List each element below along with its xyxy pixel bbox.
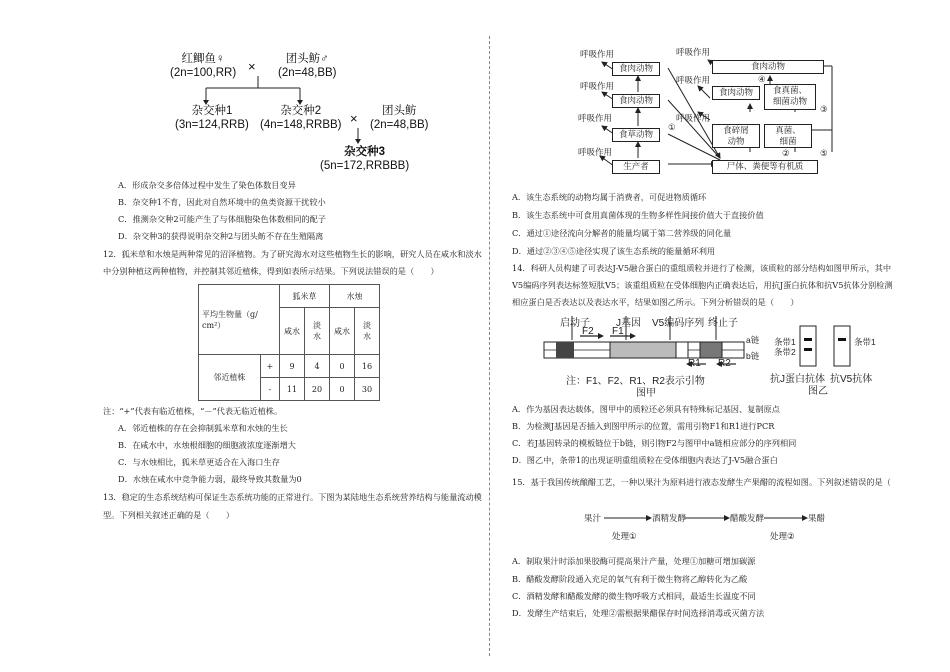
table-cell: 30 <box>355 378 380 401</box>
q13-stem-line-1: 13．稳定的生态系统结构可保证生态系统功能的正常进行。下图为某陆地生态系统营养结构与能量流动模 <box>103 492 482 502</box>
promoter-label: 启动子 <box>560 318 590 329</box>
primer-note: 注：F1、F2、R1、R2表示引物 <box>566 376 705 387</box>
q14-stem-line-1: 14．科研人员构建了可表达J-V5融合蛋白的重组质粒并进行了检测，该质粒的部分结构如图甲所示，其中 <box>512 263 892 273</box>
col-group-cattail: 水烛 <box>330 285 380 308</box>
table-cell: 20 <box>305 378 330 401</box>
sub-fresh-1-a: 淡 <box>313 321 321 330</box>
male-2 <box>370 104 429 132</box>
row-minus-label: - <box>260 378 279 401</box>
sub-salt-1: 咸水 <box>280 308 305 355</box>
primer-f1-label: F1 <box>612 326 624 337</box>
q13-stem-line-2: 型。下列相关叙述正确的是（ ） <box>103 510 235 520</box>
q13-option-c: C．通过①途径流向分解者的能量均属于第二营养级的同化量 <box>512 228 732 238</box>
q13-option-b: B．该生态系统中可食用真菌体现的生物多样性间接价值大于直接价值 <box>512 210 764 220</box>
table-cell: 0 <box>330 355 355 378</box>
hybrid-2-genome: (4n=148,RRBB) <box>260 119 342 131</box>
anti-v5-label: 抗V5抗体 <box>830 374 873 385</box>
table-corner <box>199 285 280 355</box>
parent-female-genome: (2n=100,RR) <box>170 67 237 79</box>
fig-b-caption: 图乙 <box>808 386 828 397</box>
flow-vinegar: 果醋 <box>808 513 826 523</box>
q15-option-d: D．发酵生产结束后，处理②需根据果醋保存时间选择消毒或灭菌方法 <box>512 608 765 618</box>
cross-symbol-2: × <box>350 111 358 126</box>
band-2-label: 条带2 <box>774 347 796 357</box>
q14-option-b: B．为检测J基因是否插入到图甲所示的位置，需用引物F1和R1进行PCR <box>512 421 775 431</box>
q12-note: 注：“+”代表有临近植株，“－”代表无临近植株。 <box>103 406 283 416</box>
anti-j-label: 抗J蛋白抗体 <box>770 374 825 385</box>
q14-option-c: C．若J基因转录的模板链位于b链，则引物F2与图甲中a链相应部分的序列相同 <box>512 438 797 448</box>
flow-alcohol: 酒精发酵 <box>652 513 687 523</box>
hybrid-2 <box>260 104 342 132</box>
flow-arrows <box>560 510 820 530</box>
male-2-genome: (2n=48,BB) <box>370 119 429 131</box>
resp-label: 呼吸作用 <box>580 81 615 91</box>
sub-fresh-2-b: 水 <box>363 332 371 341</box>
q13-option-d: D．通过②③④⑤途径实现了该生态系统的能量循环利用 <box>512 246 716 256</box>
primer-r1-label: R1 <box>688 358 701 369</box>
pathway-5: ⑤ <box>820 148 828 158</box>
r-carnivore-box: 食肉动物 <box>712 86 760 100</box>
q14-option-a: A．作为基因表达载体，图甲中的质粒还必须具有特殊标记基因、复制原点 <box>512 404 780 414</box>
jgene-label: J基因 <box>616 318 641 329</box>
fig-a-caption: 图甲 <box>636 388 656 399</box>
pathway-3: ③ <box>820 104 828 114</box>
resp-label: 呼吸作用 <box>676 113 711 123</box>
q14-stem-line-3: 相应蛋白是否表达以及表达水平，结果如图乙所示。下列分析错误的是（ ） <box>512 297 799 307</box>
q12-option-a: A．邻近植株的存在会抑制狐米草和水烛的生长 <box>118 423 288 433</box>
q13-option-a: A．该生态系统的动物均属于消费者，可促进物质循环 <box>512 192 707 202</box>
row-plus-label: + <box>260 355 279 378</box>
q15-option-b: B．醋酸发酵阶段通入充足的氧气有利于微生物将乙醇转化为乙酸 <box>512 574 748 584</box>
pathway-1: ① <box>668 122 676 132</box>
b-strand-label: b链 <box>746 351 760 361</box>
fungi-feeder-box <box>764 84 816 110</box>
sub-salt-2: 咸水 <box>330 308 355 355</box>
producer-box: 生产者 <box>612 160 660 174</box>
herbivore-box: 食草动物 <box>612 128 660 142</box>
q15-stem: 15．基于我国传统酿醋工艺，一种以果汁为原料进行液态发酵生产果醋的流程如图。下列叙述错误的是（ <box>512 477 891 487</box>
plasmid-svg <box>540 310 770 380</box>
parent-male-genome: (2n=48,BB) <box>278 67 337 79</box>
resp-label: 呼吸作用 <box>580 49 615 59</box>
hybrid-3 <box>320 145 409 173</box>
hybrid-1-name: 杂交种1 <box>191 105 233 117</box>
hybrid-3-name: 杂交种3 <box>344 146 386 158</box>
resp-label: 呼吸作用 <box>578 147 613 157</box>
q11-option-b: B．杂交种1不育，因此对自然环境中的鱼类资源干扰较小 <box>118 197 326 207</box>
table-row <box>199 355 380 378</box>
fungi-feeder-1: 食真菌、 <box>772 85 807 95</box>
band-1-label: 条带1 <box>774 337 796 347</box>
q14-option-d: D．图乙中，条带1的出现证明重组质粒在受体细胞内表达了J-V5融合蛋白 <box>512 455 778 465</box>
resp-label: 呼吸作用 <box>578 113 613 123</box>
fungi-box <box>764 124 812 148</box>
male-2-name: 团头鲂 <box>382 105 417 117</box>
sub-fresh-1-b: 水 <box>313 332 321 341</box>
pathway-2: ② <box>782 148 790 158</box>
q12-option-b: B．在咸水中，水烛根细胞的细胞液浓度逐渐增大 <box>118 440 296 450</box>
parent-female-name: 红鲫鱼♀ <box>181 53 225 65</box>
carnivore-3-box: 食肉动物 <box>612 62 660 76</box>
q15-option-a: A．制取果汁时添加果胶酶可提高果汁产量，处理①加糖可增加碳源 <box>512 556 756 566</box>
hybrid-3-genome: (5n=172,RRBBB) <box>320 160 410 172</box>
sub-fresh-1 <box>305 308 330 355</box>
cross-symbol: × <box>248 59 256 74</box>
q14-stem-line-2: V5编码序列表达标签短肽V5；该重组质粒在受体细胞内正确表达后，用抗J蛋白抗体和抗V5抗体分别检测 <box>512 280 893 290</box>
q11-option-a: A．形成杂交多倍体过程中发生了染色体数目变异 <box>118 180 296 190</box>
primer-f2-label: F2 <box>582 326 594 337</box>
pathway-4: ④ <box>758 74 766 84</box>
q12-table <box>198 284 380 401</box>
q11-option-c: C．推测杂交种2可能产生了与体细胞染色体数相同的配子 <box>118 214 326 224</box>
flow-treat-2: 处理② <box>770 531 795 541</box>
carnivore-2-box: 食肉动物 <box>612 94 660 108</box>
flow-acetic: 醋酸发酵 <box>730 513 765 523</box>
detritivore-1: 食碎屑 <box>723 125 749 135</box>
q15-option-c: C．酒精发酵和醋酸发酵的微生物呼吸方式相同，最适生长温度不同 <box>512 591 756 601</box>
column-divider <box>489 36 490 656</box>
sub-fresh-2 <box>355 308 380 355</box>
debris-box: 尸体、粪便等有机质 <box>712 160 818 174</box>
flow-juice: 果汁 <box>584 513 602 523</box>
q12-stem-line-2: 中分别种植这两种植物，并控制其邻近植株，得到如表所示结果。下列说法错误的是（ ） <box>103 266 439 276</box>
band-1-right-label: 条带1 <box>854 337 876 347</box>
fungi-2: 细菌 <box>779 136 797 146</box>
detritivore-box <box>712 124 760 148</box>
resp-label: 呼吸作用 <box>676 47 711 57</box>
table-cell: 16 <box>355 355 380 378</box>
hybrid-1 <box>175 104 249 132</box>
hybrid-2-name: 杂交种2 <box>280 105 322 117</box>
hybrid-1-genome: (3n=124,RRB) <box>175 119 249 131</box>
q12-stem-line-1: 12．狐米草和水烛是两种常见的沼泽植物。为了研究海水对这些植物生长的影响，研究人员在咸水和淡水 <box>103 249 482 259</box>
detritivore-2: 动物 <box>727 136 745 146</box>
corner-label-2: cm²） <box>202 320 226 330</box>
q12-option-d: D．水烛在咸水中竞争能力弱，最终导致其数量为0 <box>118 474 302 484</box>
sub-fresh-2-a: 淡 <box>363 321 371 330</box>
q12-option-c: C．与水烛相比，狐米草更适合在入海口生存 <box>118 457 280 467</box>
a-strand-label: a链 <box>746 335 760 345</box>
table-cell: 11 <box>280 378 305 401</box>
resp-label: 呼吸作用 <box>676 75 711 85</box>
v5-label: V5编码序列 <box>652 318 705 329</box>
table-cell: 9 <box>280 355 305 378</box>
fungi-1: 真菌、 <box>775 125 801 135</box>
corner-label-1: 平均生物量（g/ <box>202 309 258 319</box>
table-cell: 4 <box>305 355 330 378</box>
parent-male-name: 团头鲂♂ <box>285 53 329 65</box>
col-group-foxtail: 狐米草 <box>280 285 330 308</box>
q11-option-d: D．杂交种3的获得说明杂交种2与团头鲂不存在生殖隔离 <box>118 231 324 241</box>
flow-treat-1: 处理① <box>612 531 637 541</box>
fungi-feeder-2: 细菌动物 <box>772 96 807 106</box>
terminator-label: 终止子 <box>708 318 738 329</box>
primer-r2-label: R2 <box>718 358 731 369</box>
table-cell: 0 <box>330 378 355 401</box>
row-group-label: 邻近植株 <box>199 355 261 401</box>
r-carnivore-box: 食肉动物 <box>712 60 824 74</box>
